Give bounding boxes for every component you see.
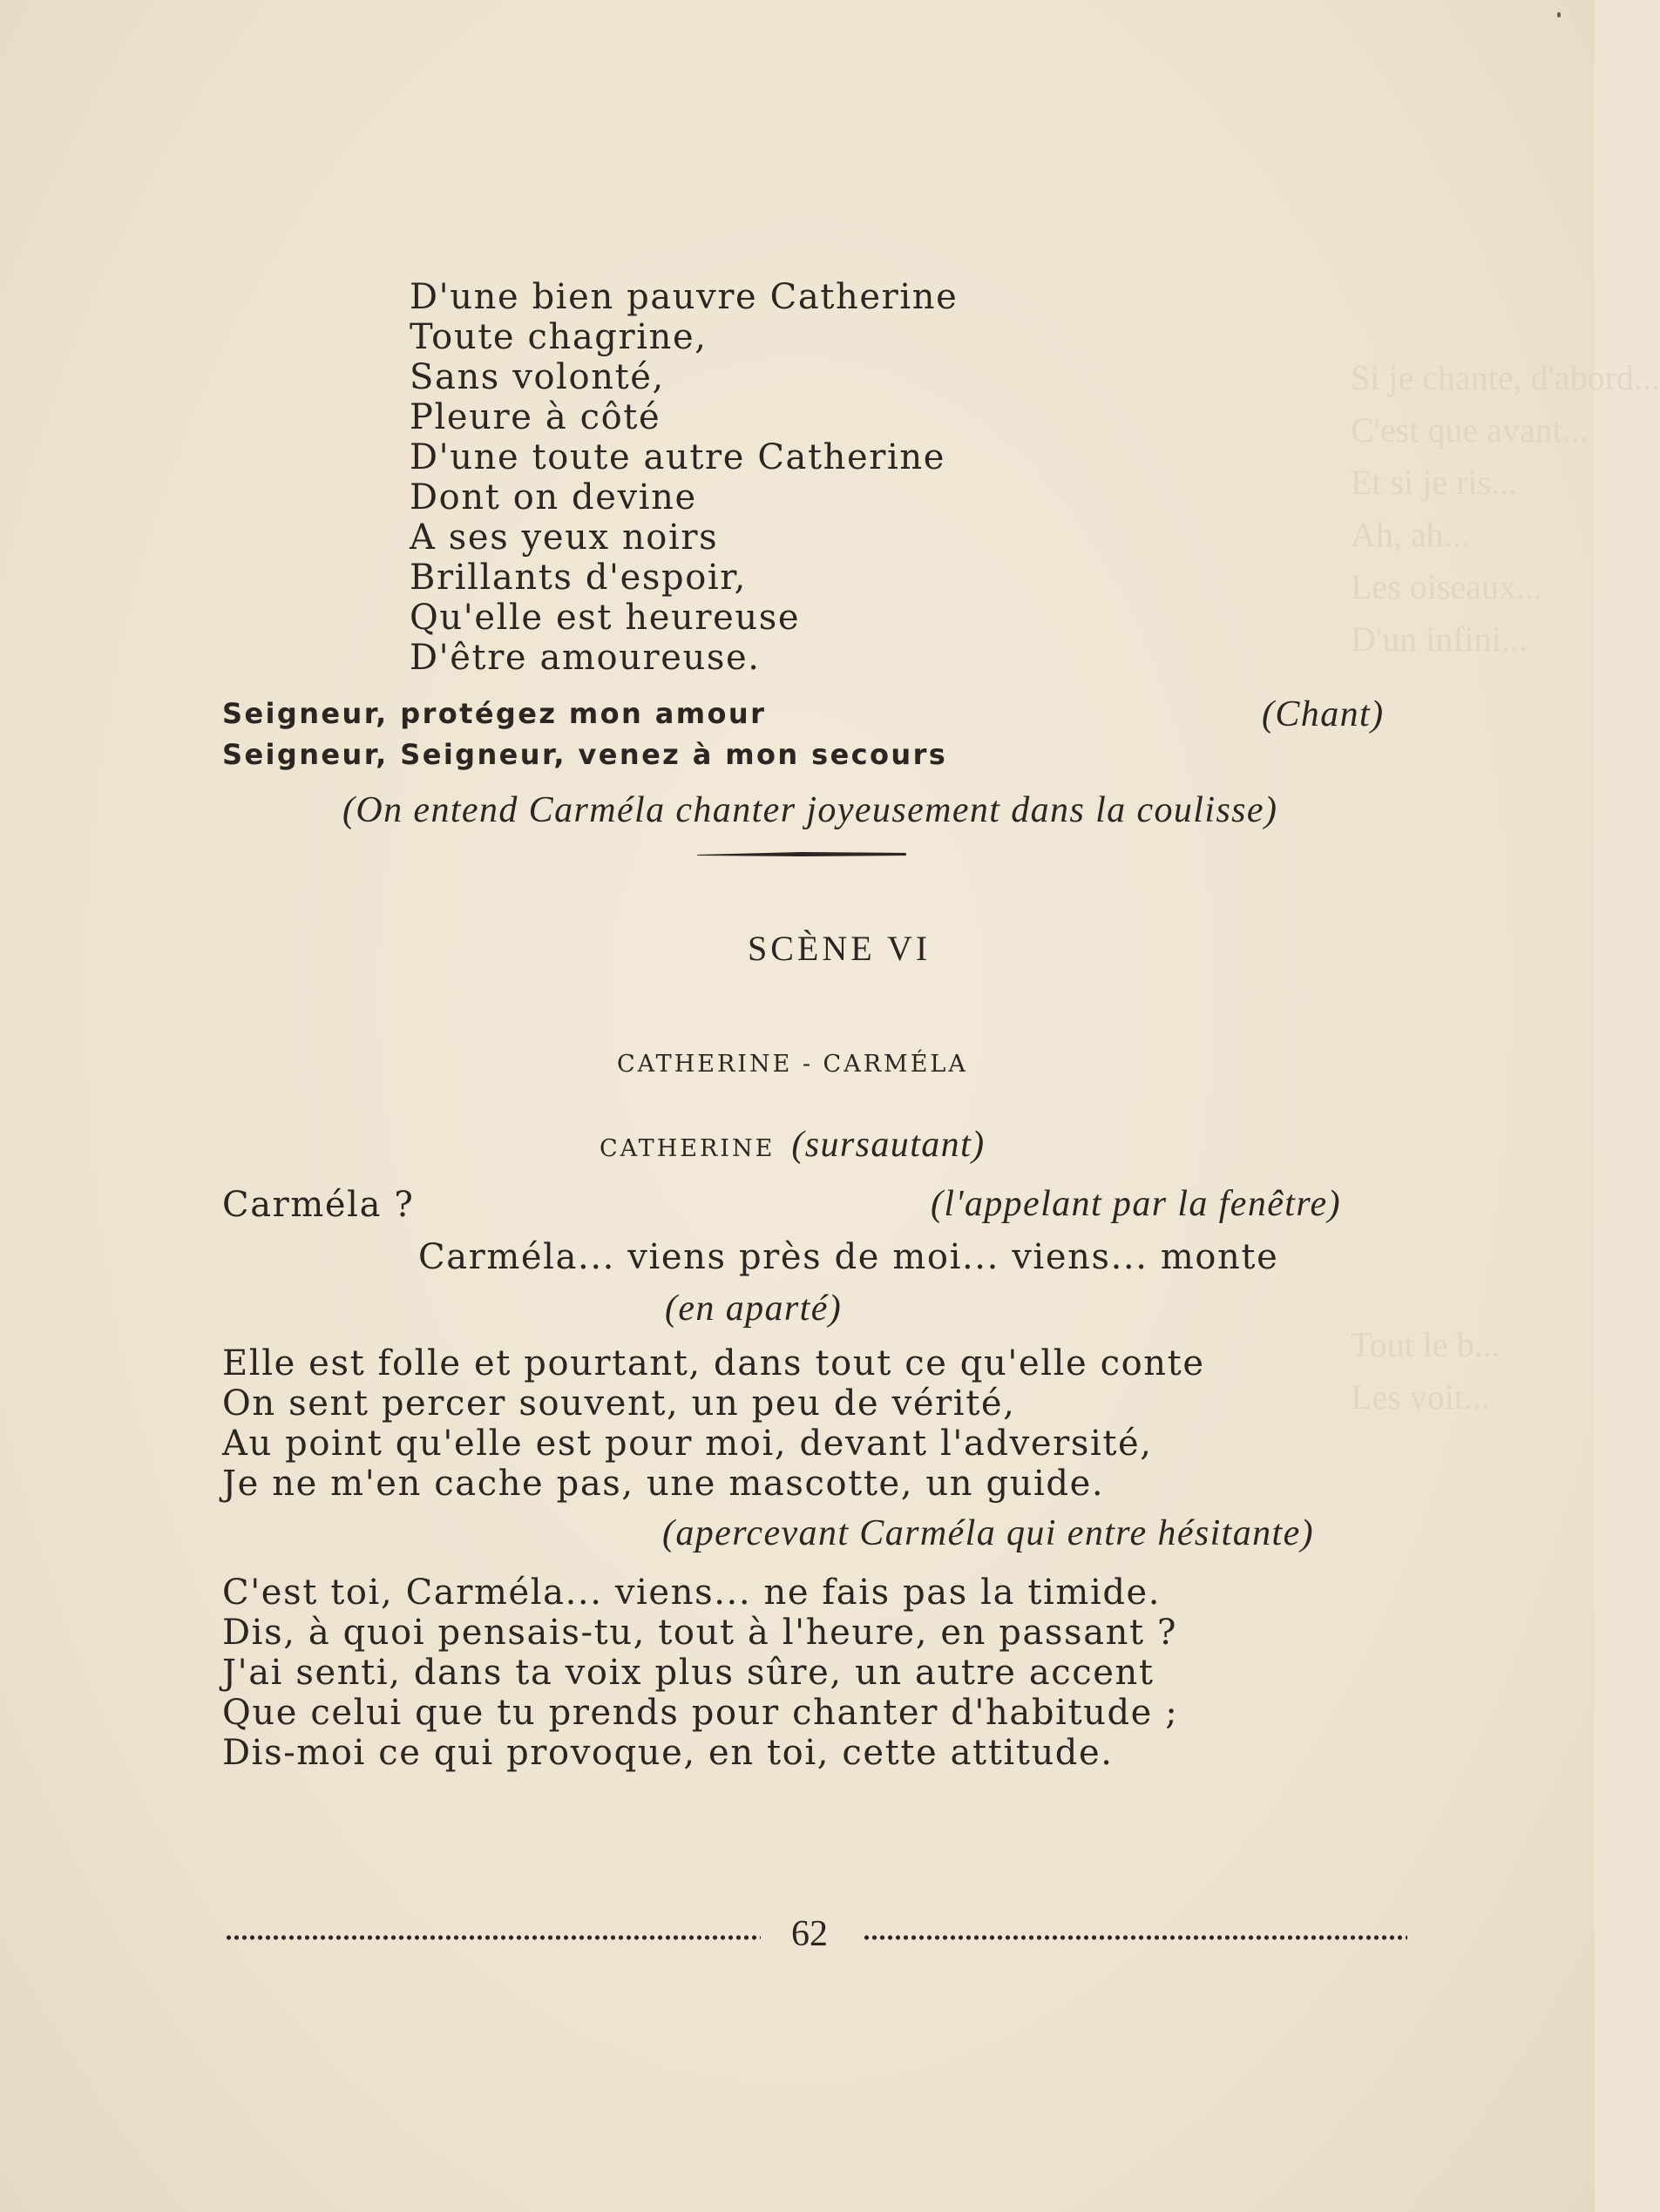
speaker-name: CATHERINE <box>600 1135 776 1162</box>
dialogue-direction-2: (apercevant Carméla qui entre hésitante) <box>662 1513 1315 1553</box>
page-number: 62 <box>791 1914 828 1954</box>
prayer-line-2: Seigneur, Seigneur, venez à mon secours <box>222 738 948 771</box>
poem-line: Dont on devine <box>410 477 697 517</box>
poem-line: D'être amoureuse. <box>410 638 761 678</box>
poem-line: Brillants d'espoir, <box>410 558 747 598</box>
poem-line: D'une toute autre Catherine <box>410 437 946 477</box>
verse-line: Je ne m'en cache pas, une mascotte, un guide. <box>222 1464 1105 1504</box>
verse-line: Elle est folle et pourtant, dans tout ce qu'elle conte <box>222 1343 1205 1383</box>
poem-line: Sans volonté, <box>410 357 665 397</box>
folio-leader-left <box>225 1934 761 1941</box>
dialogue-line-1: Carméla ? <box>222 1185 415 1225</box>
scene-title: SCÈNE VI <box>748 929 932 968</box>
stage-direction: (On entend Carméla chanter joyeusement dans la coulisse) <box>342 790 1278 830</box>
dialogue-block-2 <box>222 1573 1178 1773</box>
verse-line: J'ai senti, dans ta voix plus sûre, un autre accent <box>222 1653 1155 1693</box>
verse-line: Dis-moi ce qui provoque, en toi, cette attitude. <box>222 1733 1114 1773</box>
folio-leader-right <box>863 1934 1407 1941</box>
poem <box>410 277 958 678</box>
poem-line: Qu'elle est heureuse <box>410 598 801 638</box>
poem-line: Pleure à côté <box>410 397 661 437</box>
book-page: Si je chante, d'abord... C'est que avant... Et si je ris... Ah, ah... Les oiseaux... D'un infini... Tout le b... Les voit... D'une bien pauvre Catherine Toute chagrine, Sans volonté, Pleure à côté D'une toute autre Catherine Dont on devine A ses yeux noirs Brillants d'espoir, Qu'elle est heureuse D'être amoureuse. Seigneur, protégez mon amour (Chant) Seigneur, Seigneur, venez à mon secours (On entend Carméla chanter joyeusement dans la coulisse) SCÈNE VI CATHERINE - CARMÉLA CATHERINE (sursautant) Carméla ? (l'appelant par la fenêtre) Carméla... viens près de moi... viens... monte (en aparté) Elle est folle et pourtant, dans tout ce qu'elle conte On sent percer souvent, un peu de vérité, Au point qu'elle est pour moi, devant l'adversité, Je ne m'en cache pas, une mascotte, un guide. (apercevant Carméla qui entre hésitante) C'est toi, Carméla... viens... ne fais pas la timide. Dis, à quoi pensais-tu, tout à l'heure, en passant ? J'ai senti, dans ta voix plus sûre, un autre accent Que celui que tu prends pour chanter d'habitude ; Dis-moi ce qui provoque, en toi, cette attitude. 62 <box>0 0 1595 2212</box>
prayer-note: (Chant) <box>1262 694 1385 734</box>
section-rule <box>697 852 906 856</box>
poem-line: A ses yeux noirs <box>410 517 719 558</box>
poem-line: Toute chagrine, <box>410 317 708 357</box>
prayer-line-1: Seigneur, protégez mon amour <box>222 697 767 730</box>
verse-line: Que celui que tu prends pour chanter d'habitude ; <box>222 1693 1179 1733</box>
verse-line: Au point qu'elle est pour moi, devant l'adversité, <box>222 1424 1153 1464</box>
dialogue-block-1 <box>222 1343 1205 1504</box>
poem-line: D'une bien pauvre Catherine <box>410 277 959 317</box>
dialogue-direction-1: (l'appelant par la fenêtre) <box>931 1184 1341 1224</box>
scene-characters: CATHERINE - CARMÉLA <box>617 1051 968 1078</box>
aside-direction: (en aparté) <box>665 1289 843 1329</box>
margin-mark <box>1557 12 1561 17</box>
speaker-heading <box>600 1124 986 1166</box>
verse-line: C'est toi, Carméla... viens... ne fais pas la timide. <box>222 1573 1162 1613</box>
dialogue-line-2: Carméla... viens près de moi... viens... monte <box>418 1237 1279 1277</box>
verse-line: On sent percer souvent, un peu de vérité, <box>222 1383 1016 1424</box>
speaker-direction: (sursautant) <box>791 1125 986 1165</box>
verse-line: Dis, à quoi pensais-tu, tout à l'heure, en passant ? <box>222 1613 1178 1653</box>
